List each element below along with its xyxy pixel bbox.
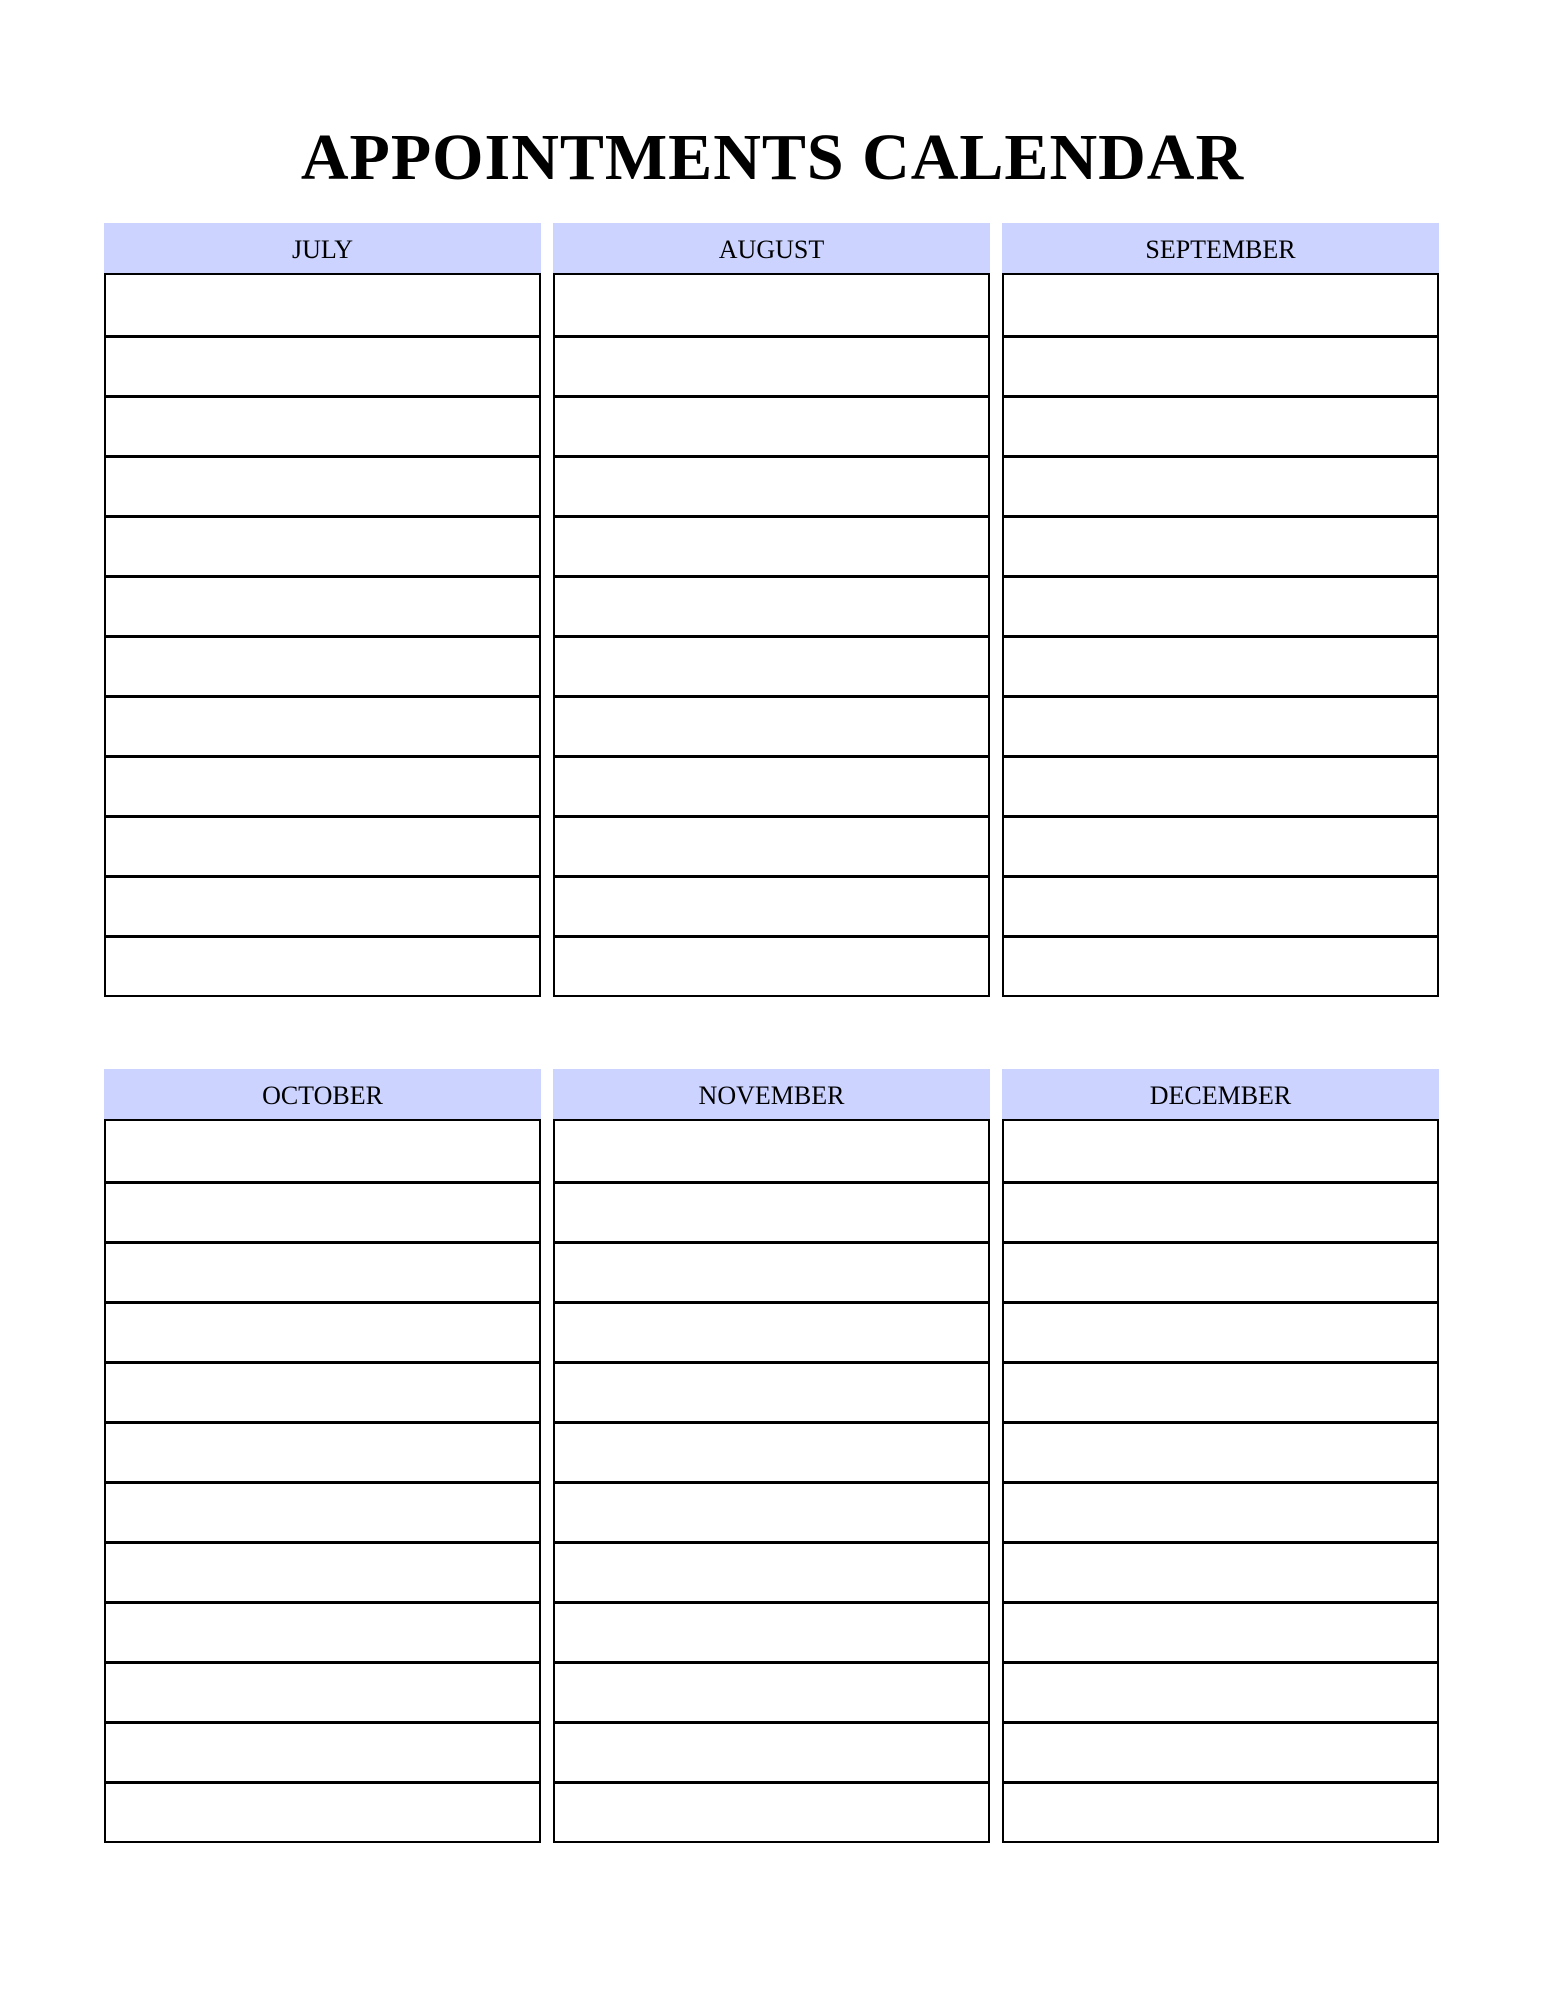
appointment-row[interactable] (106, 515, 539, 575)
appointment-row[interactable] (106, 755, 539, 815)
appointment-row[interactable] (106, 1721, 539, 1781)
appointment-row[interactable] (1004, 1781, 1437, 1841)
appointment-row[interactable] (106, 1181, 539, 1241)
appointment-row[interactable] (106, 635, 539, 695)
appointment-row[interactable] (1004, 875, 1437, 935)
appointment-row[interactable] (1004, 635, 1437, 695)
appointment-row[interactable] (555, 875, 988, 935)
appointment-row[interactable] (1004, 1661, 1437, 1721)
appointment-row[interactable] (1004, 335, 1437, 395)
appointment-row[interactable] (555, 1121, 988, 1181)
month-november (553, 1069, 990, 1843)
appointment-row[interactable] (1004, 695, 1437, 755)
month-october (104, 1069, 541, 1843)
appointment-row[interactable] (106, 1661, 539, 1721)
month-header: JULY (104, 223, 541, 275)
appointment-row[interactable] (1004, 1241, 1437, 1301)
appointment-row[interactable] (1004, 1361, 1437, 1421)
appointment-row[interactable] (555, 1541, 988, 1601)
appointment-row[interactable] (555, 395, 988, 455)
page-title: APPOINTMENTS CALENDAR (300, 121, 1245, 194)
appointment-row[interactable] (555, 335, 988, 395)
appointment-rows (553, 275, 990, 997)
appointment-row[interactable] (555, 695, 988, 755)
appointment-row[interactable] (106, 935, 539, 995)
month-july (104, 223, 541, 997)
month-august (553, 223, 990, 997)
appointment-row[interactable] (106, 1301, 539, 1361)
appointment-row[interactable] (555, 1241, 988, 1301)
appointment-row[interactable] (555, 455, 988, 515)
appointment-row[interactable] (1004, 1301, 1437, 1361)
appointment-row[interactable] (555, 1601, 988, 1661)
appointment-row[interactable] (555, 575, 988, 635)
appointment-rows (1002, 1121, 1439, 1843)
appointment-row[interactable] (1004, 395, 1437, 455)
appointment-row[interactable] (555, 1301, 988, 1361)
appointment-row[interactable] (106, 455, 539, 515)
appointment-row[interactable] (106, 1781, 539, 1841)
month-september (1002, 223, 1439, 997)
appointment-row[interactable] (555, 635, 988, 695)
appointment-row[interactable] (106, 1481, 539, 1541)
appointment-row[interactable] (1004, 1121, 1437, 1181)
appointment-row[interactable] (106, 1421, 539, 1481)
appointment-row[interactable] (555, 935, 988, 995)
appointment-row[interactable] (555, 1181, 988, 1241)
appointment-row[interactable] (106, 1541, 539, 1601)
appointment-row[interactable] (555, 515, 988, 575)
appointment-row[interactable] (106, 695, 539, 755)
appointment-row[interactable] (106, 335, 539, 395)
appointment-row[interactable] (555, 1421, 988, 1481)
appointment-row[interactable] (555, 1481, 988, 1541)
appointment-row[interactable] (106, 395, 539, 455)
appointment-rows (104, 275, 541, 997)
appointment-row[interactable] (1004, 755, 1437, 815)
appointment-row[interactable] (1004, 1721, 1437, 1781)
appointment-row[interactable] (1004, 275, 1437, 335)
appointment-row[interactable] (1004, 575, 1437, 635)
appointment-row[interactable] (555, 1721, 988, 1781)
appointment-row[interactable] (106, 1601, 539, 1661)
appointment-row[interactable] (1004, 455, 1437, 515)
month-header: NOVEMBER (553, 1069, 990, 1121)
appointment-row[interactable] (106, 875, 539, 935)
appointment-rows (104, 1121, 541, 1843)
appointment-row[interactable] (1004, 1421, 1437, 1481)
appointment-row[interactable] (1004, 1481, 1437, 1541)
appointment-row[interactable] (106, 1121, 539, 1181)
appointment-row[interactable] (106, 575, 539, 635)
appointment-row[interactable] (555, 755, 988, 815)
appointment-rows (553, 1121, 990, 1843)
month-header: SEPTEMBER (1002, 223, 1439, 275)
appointment-row[interactable] (555, 1361, 988, 1421)
appointment-rows (1002, 275, 1439, 997)
month-header: AUGUST (553, 223, 990, 275)
appointment-row[interactable] (106, 275, 539, 335)
appointment-row[interactable] (1004, 935, 1437, 995)
appointment-row[interactable] (106, 815, 539, 875)
appointment-row[interactable] (1004, 815, 1437, 875)
appointment-row[interactable] (1004, 1601, 1437, 1661)
appointment-row[interactable] (106, 1361, 539, 1421)
appointment-row[interactable] (1004, 1181, 1437, 1241)
appointment-row[interactable] (1004, 515, 1437, 575)
appointment-row[interactable] (1004, 1541, 1437, 1601)
month-december (1002, 1069, 1439, 1843)
appointment-row[interactable] (555, 1661, 988, 1721)
month-header: DECEMBER (1002, 1069, 1439, 1121)
appointment-row[interactable] (555, 275, 988, 335)
month-header: OCTOBER (104, 1069, 541, 1121)
appointment-row[interactable] (555, 815, 988, 875)
appointment-row[interactable] (555, 1781, 988, 1841)
appointment-row[interactable] (106, 1241, 539, 1301)
